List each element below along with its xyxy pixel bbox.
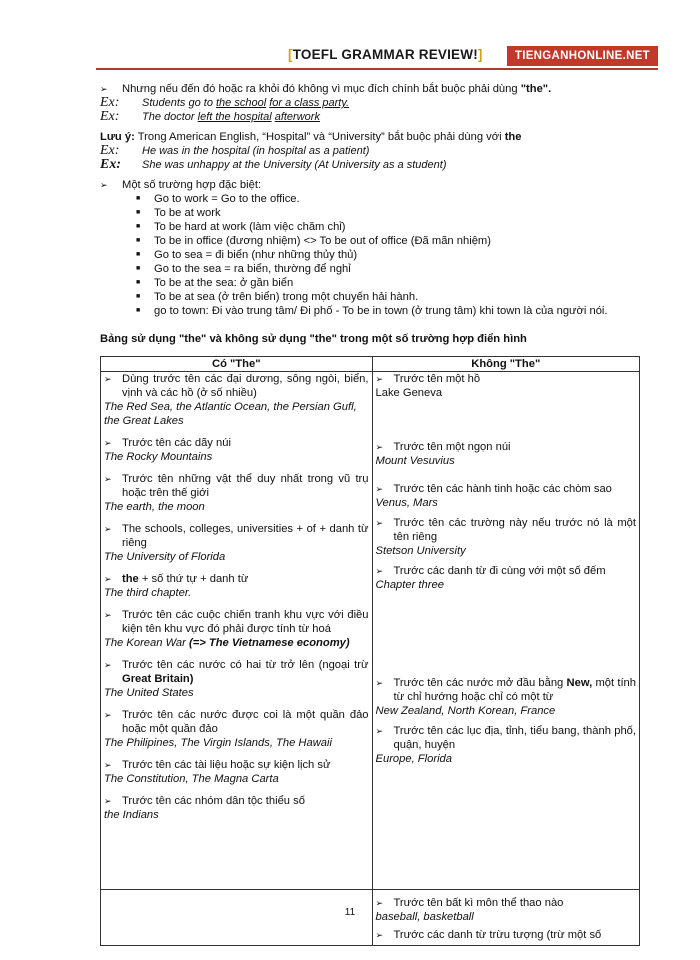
square-bullet-icon: ■ xyxy=(136,251,141,258)
arrow-bullet-icon: ➢ xyxy=(375,898,384,908)
square-bullet-icon: ■ xyxy=(136,293,141,300)
column-header-without-the: Không "The" xyxy=(372,357,639,372)
table-entry: ➢ Dùng trước tên các đại dương, sông ngòi, biển, vịnh và các hồ (ở số nhiều) The Red Sea, the Atlantic Ocean, the Persian Gufl, the Great Lakes xyxy=(104,373,369,427)
without-the-cell xyxy=(372,372,639,890)
example-2: Ex: The doctor left the hospital afterwork xyxy=(100,109,320,124)
table-entry: ➢ Trước tên các tài liệu hoặc sự kiện lịch sử The Constitution, The Magna Carta xyxy=(104,759,331,785)
list-item: ■ Go to the sea = ra biển, thường để nghỉ xyxy=(136,263,351,275)
list-item: ■ To be hard at work (làm việc chăm chỉ) xyxy=(136,221,346,233)
column-header-with-the: Có "The" xyxy=(101,357,373,372)
usage-table xyxy=(100,356,640,946)
example-4: Ex: She was unhappy at the University (At University as a student) xyxy=(100,157,447,172)
arrow-bullet-icon: ➢ xyxy=(104,524,112,534)
arrow-bullet-icon: ➢ xyxy=(375,566,384,576)
arrow-bullet-icon: ➢ xyxy=(375,726,384,736)
special-cases-heading: ➢ Một số trường hợp đặc biệt: xyxy=(100,179,262,191)
page-content xyxy=(100,80,660,946)
arrow-bullet-icon: ➢ xyxy=(104,474,112,484)
table-entry: ➢ Trước tên các nước có hai từ trở lên (ngoại trừ Great Britain) The United States xyxy=(104,659,369,699)
special-cases-list xyxy=(136,192,660,318)
note-line: Lưu ý: Trong American English, “Hospital” và “University” bắt buộc phải dùng với the xyxy=(100,131,522,143)
header-site-badge: TIENGANHONLINE.NET xyxy=(507,46,658,66)
table-title: Bảng sử dụng "the" và không sử dụng "the" trong một số trường hợp điển hình xyxy=(100,333,527,345)
arrow-bullet-icon: ➢ xyxy=(104,796,112,806)
list-item: ■ To be at sea (ở trên biển) trong một chuyến hải hành. xyxy=(136,291,419,303)
arrow-bullet-icon: ➢ xyxy=(375,930,384,940)
page-number: 11 xyxy=(344,907,356,918)
square-bullet-icon: ■ xyxy=(136,265,141,272)
table-entry: ➢ Trước tên một hồ Lake Geneva xyxy=(375,373,481,399)
square-bullet-icon: ■ xyxy=(136,195,141,202)
intro-line: ➢ Nhưng nếu đến đó hoặc ra khỏi đó không vì mục đích chính bắt buộc phải dùng "the". xyxy=(100,83,552,95)
list-item: ■ Go to sea = đi biển (như những thủy thủ) xyxy=(136,249,358,261)
arrow-bullet-icon: ➢ xyxy=(375,678,384,688)
table-entry: ➢ Trước tên những vật thể duy nhất trong vũ trụ hoặc trên thế giới The earth, the moon xyxy=(104,473,369,513)
arrow-bullet-icon: ➢ xyxy=(104,374,112,384)
arrow-bullet-icon: ➢ xyxy=(375,442,384,452)
table-entry: ➢ Trước tên các dãy núi The Rocky Mountains xyxy=(104,437,231,463)
table-entry: ➢ Trước tên các nhóm dân tộc thiểu số the Indians xyxy=(104,795,305,821)
square-bullet-icon: ■ xyxy=(136,307,141,314)
table-entry: ➢ The schools, colleges, universities + of + danh từ riêng The University of Florida xyxy=(104,523,369,563)
list-item: ■ go to town: Đi vào trung tâm/ Đi phố - To be in town (ở trung tâm) khi town là của người nói. xyxy=(136,305,608,317)
arrow-bullet-icon: ➢ xyxy=(100,84,108,94)
square-bullet-icon: ■ xyxy=(136,237,141,244)
arrow-bullet-icon: ➢ xyxy=(375,518,384,528)
example-1: Ex: Students go to the school for a class party. xyxy=(100,95,350,110)
example-3: Ex: He was in the hospital (in hospital as a patient) xyxy=(100,143,370,158)
table-entry: ➢ Trước tên các hành tinh hoặc các chòm sao Venus, Mars xyxy=(375,483,612,509)
table-entry: ➢ Trước tên các lục địa, tỉnh, tiểu bang, thành phố, quận, huyện Europe, Florida xyxy=(375,725,636,765)
table-entry: ➢ Trước tên các cuộc chiến tranh khu vực với điều kiện tên khu vực đó phải được tính từ hoá The Korean War (=> The Vietnamese economy) xyxy=(104,609,369,649)
arrow-bullet-icon: ➢ xyxy=(104,660,112,670)
arrow-bullet-icon: ➢ xyxy=(375,374,384,384)
page-header xyxy=(240,46,658,66)
square-bullet-icon: ■ xyxy=(136,223,141,230)
square-bullet-icon: ■ xyxy=(136,279,141,286)
table-entry: ➢ Trước tên các nước mở đầu bằng New, một tính từ chỉ hướng hoặc chỉ có một từ New Zealand, North Korean, France xyxy=(375,677,636,717)
table-entry: ➢ Trước tên các nước được coi là một quần đảo hoặc một quần đảo The Philipines, The Virgin Islands, The Hawaii xyxy=(104,709,369,749)
table-entry: ➢ Trước các danh từ trừu tượng (trừ một số xyxy=(375,929,602,941)
list-item: ■ To be at the sea: ở gần biển xyxy=(136,277,294,289)
arrow-bullet-icon: ➢ xyxy=(100,180,108,190)
arrow-bullet-icon: ➢ xyxy=(104,574,112,584)
list-item: ■ To be at work xyxy=(136,207,221,219)
list-item: ■ To be in office (đương nhiệm) <> To be out of office (Đã mãn nhiệm) xyxy=(136,235,491,247)
table-entry: ➢ Trước tên một ngọn núi Mount Vesuvius xyxy=(375,441,511,467)
square-bullet-icon: ■ xyxy=(136,209,141,216)
header-title: [TOEFL GRAMMAR REVIEW!] xyxy=(288,47,483,62)
with-the-cell xyxy=(101,372,373,890)
list-item: ■ Go to work = Go to the office. xyxy=(136,193,300,205)
arrow-bullet-icon: ➢ xyxy=(104,610,112,620)
arrow-bullet-icon: ➢ xyxy=(104,438,112,448)
arrow-bullet-icon: ➢ xyxy=(104,710,112,720)
header-rule xyxy=(96,68,658,70)
table-entry: ➢ the + số thứ tự + danh từ The third chapter. xyxy=(104,573,249,599)
table-entry: ➢ Trước tên các trường này nếu trước nó là một tên riêng Stetson University xyxy=(375,517,636,557)
table-entry: ➢ Trước các danh từ đi cùng với một số đếm Chapter three xyxy=(375,565,606,591)
arrow-bullet-icon: ➢ xyxy=(104,760,112,770)
arrow-bullet-icon: ➢ xyxy=(375,484,384,494)
table-entry: ➢ Trước tên bất kì môn thể thao nào baseball, basketball xyxy=(375,897,564,923)
